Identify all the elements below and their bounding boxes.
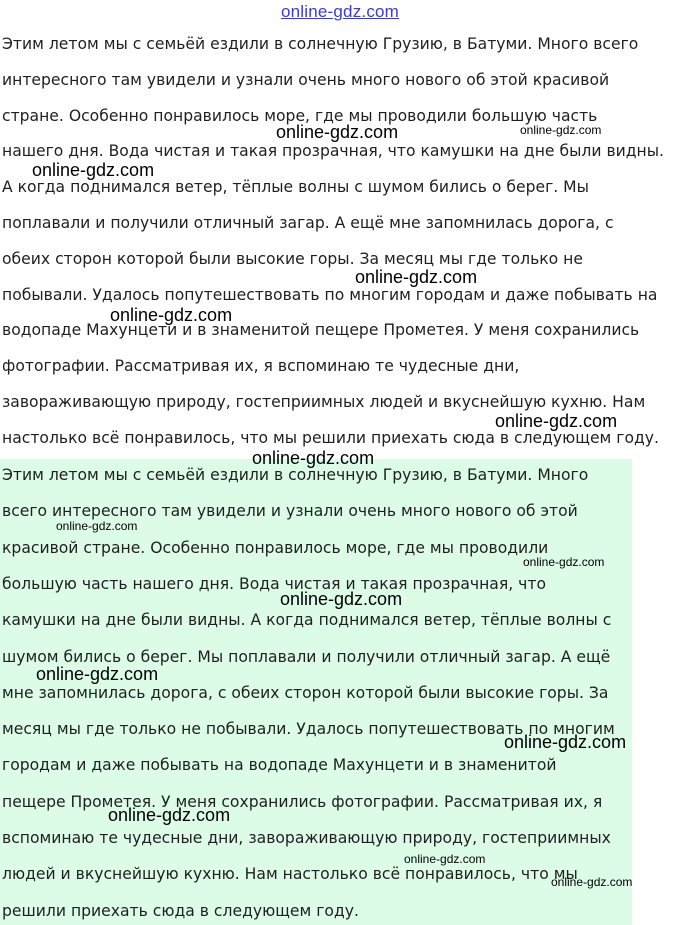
watermark-text: online-gdz.com <box>108 805 231 825</box>
text-line: месяц мы где только не побывали. Удалось попутешествовать по многим <box>2 720 615 739</box>
text-line: красивой стране. Особенно понравилось море, где мы проводили <box>2 538 549 557</box>
text-line: Этим летом мы с семьёй ездили в солнечную Грузию, в Батуми. Много всего <box>2 35 639 53</box>
watermark-text: online-gdz.com <box>520 123 602 137</box>
text-line: интересного там увидели и узнали очень много нового об этой красивой <box>2 70 610 89</box>
site-header-link[interactable]: online-gdz.com <box>280 2 400 21</box>
paragraph-original <box>0 30 680 458</box>
text-line: А когда поднимался ветер, тёплые волны с шумом бились о берег. Мы <box>2 178 589 197</box>
text-line: решили приехать сюда в следующем году. <box>2 901 359 920</box>
text-line: камушки на дне были видны. А когда поднимался ветер, тёплые волны с <box>2 611 612 630</box>
text-line: большую часть нашего дня. Вода чистая и такая прозрачная, что <box>2 574 546 593</box>
watermark-text: online-gdz.com <box>355 267 478 287</box>
watermark-text: online-gdz.com <box>495 411 618 431</box>
watermark-text: online-gdz.com <box>551 875 633 889</box>
text-line: обеих сторон которой были высокие горы. За месяц мы где только не <box>2 249 583 268</box>
watermark-text: online-gdz.com <box>36 664 159 684</box>
watermark-text: online-gdz.com <box>276 122 399 142</box>
watermark-text: online-gdz.com <box>504 732 627 752</box>
text-line: Этим летом мы с семьёй ездили в солнечную Грузию, в Батуми. Много <box>2 466 589 484</box>
text-line: шумом бились о берег. Мы поплавали и получили отличный загар. А ещё <box>2 647 611 666</box>
watermark-text: online-gdz.com <box>280 589 403 609</box>
watermark-text: online-gdz.com <box>523 555 605 569</box>
text-line: всего интересного там увидели и узнали очень много нового об этой <box>2 502 578 521</box>
text-line: мне запомнилась дорога, с обеих сторон которой были высокие горы. За <box>2 683 609 702</box>
text-line: стране. Особенно понравилось море, где мы проводили большую часть <box>2 106 598 125</box>
text-line: побывали. Удалось попутешествовать по многим городам и даже побывать на <box>2 285 658 304</box>
watermark-text: online-gdz.com <box>110 305 233 325</box>
text-line: вспоминаю те чудесные дни, завораживающую природу, гостеприимных <box>2 829 611 847</box>
text-line: настолько всё понравилось, что мы решили приехать сюда в следующем году. <box>2 428 659 447</box>
text-line: фотографии. Рассматривая их, я вспоминаю те чудесные дни, <box>2 357 520 376</box>
text-line: поплавали и получили отличный загар. А ещё мне запомнилась дорога, с <box>2 214 614 232</box>
watermark-text: online-gdz.com <box>56 519 138 533</box>
watermark-text: online-gdz.com <box>252 448 375 468</box>
text-line: водопаде Махунцети и в знаменитой пещере Прометея. У меня сохранились <box>2 321 640 340</box>
text-line: людей и вкуснейшую кухню. Нам настолько всё понравилось, что мы <box>2 865 578 884</box>
text-line: завораживающую природу, гостеприимных людей и вкуснейшую кухню. Нам <box>2 393 646 411</box>
watermark-text: online-gdz.com <box>32 160 155 180</box>
text-line: нашего дня. Вода чистая и такая прозрачная, что камушки на дне были видны. <box>2 142 665 161</box>
text-line: пещере Прометея. У меня сохранились фотографии. Рассматривая их, я <box>2 792 603 811</box>
text-line: городам и даже побывать на водопаде Махунцети и в знаменитой <box>2 756 557 775</box>
watermark-text: online-gdz.com <box>404 852 486 866</box>
